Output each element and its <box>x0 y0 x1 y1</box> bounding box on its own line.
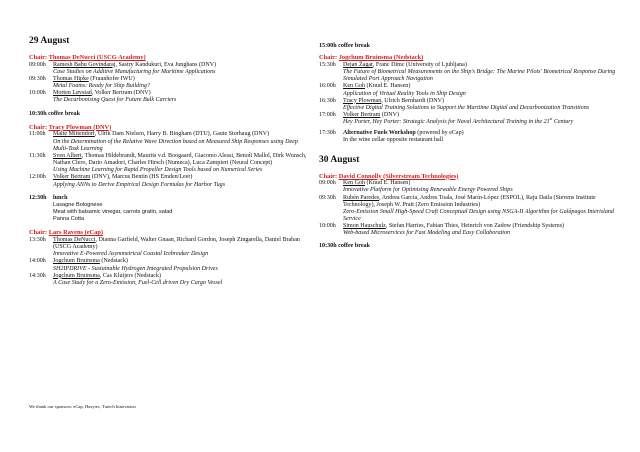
talk <box>29 258 312 272</box>
coauthors: , Stefan Harries, Fabian Thies, Heinrich von Zadow (Friendship Systems) <box>385 223 565 230</box>
coauthors: , Ulrik Dam Nielsen, Harry B. Bingham (DTU), Gaute Storhaug (DNV) <box>94 131 270 138</box>
presenter: Volker Bertram <box>53 174 91 181</box>
workshop-time: 17:30h <box>319 130 336 137</box>
talk-time: 11:30h <box>29 152 46 159</box>
talk-time: 13:30h <box>29 236 46 243</box>
talk <box>29 90 312 104</box>
talk-title: Web-based Microservices for Fast Modeling and Easy Collaboration <box>343 230 510 237</box>
presenter: Thomas Hipke <box>53 75 89 82</box>
session-chair: Chair: Tracy Plowman (DNV) <box>29 123 112 131</box>
talk <box>319 195 619 224</box>
session-chair: Chair: Lars Ravens (eCap) <box>29 229 104 237</box>
talk-title: The Future of Biometrical Measurements on the Ship's Bridge: The Marine Pilots' Biometrical Response During Simulated Port Approach Navigation <box>343 69 616 83</box>
sponsor-note: We thank our sponsors: eCap, Hasytec, Tutech Innovation <box>29 404 136 409</box>
menu-item: Panna Cotta <box>53 216 85 223</box>
presenter: Sven Albert <box>53 152 82 159</box>
talk-time: 14:00h <box>29 258 46 265</box>
chair-name: David Connolly (Silverstream Technologies) <box>338 172 459 180</box>
talk-title: A Case Study for a Zero-Emission, Fuel-Cell driven Dry Cargo Vessel <box>53 279 223 286</box>
talk <box>319 62 619 83</box>
presenter: Rubén Paredes <box>343 194 380 201</box>
coauthors: , Andrea Garcia, Andres Toala, José Marín-López (ESPOL), Raju Datla (Stevens Institute Technology), Joseph W. Pratt (Zero Emission Industries) <box>343 194 596 208</box>
talk-title: On the Determination of the Relative Wave Direction based on Measured Ship Responses using Deep Multi-Task Learning <box>53 138 298 152</box>
coffee-break: 15:00h coffee break <box>319 43 370 49</box>
workshop <box>319 130 619 144</box>
talk-title: Case Studies on Additive Manufacturing for Maritime Applications <box>53 68 216 75</box>
talk <box>319 98 619 112</box>
presenter: Ramesh Babu Govindaraj <box>53 61 116 68</box>
chair-name: Tracy Plowman (DNV) <box>48 123 112 131</box>
talk-title: SH2IPDRIVE - Sustainable Hydrogen Integrated Propulsion Drives <box>53 265 218 272</box>
coauthors: (Fraunhofer IWU) <box>88 75 135 82</box>
talk-title: Effective Digital Training Solutions to Support the Maritime Digital and Decarbonization Transitions <box>343 104 590 111</box>
talk <box>319 223 619 237</box>
chair-name: Jogchum Bruinsma (Nedstack) <box>338 54 424 62</box>
talk <box>319 83 619 97</box>
talk-time: 10:00h <box>29 90 46 97</box>
talk <box>29 237 312 258</box>
talk-title: The Decarbonising Quest for Future Bulk Carriers <box>53 97 177 104</box>
talk <box>29 131 312 152</box>
day1-afternoon-and-day2-column <box>319 43 619 251</box>
day-heading: 29 August <box>29 36 70 46</box>
coauthors: (DNV) <box>380 111 399 118</box>
presenter: Tracy Plowman <box>343 97 382 104</box>
chair-name: Thomas DeNucci (USCG Academy) <box>48 54 146 61</box>
talk <box>29 62 312 76</box>
day-heading: 30 August <box>319 154 360 165</box>
talk-time: 15:30h <box>319 61 336 68</box>
talk-title: Innovative Platform for Optimising Renewable Energy Powered Ships <box>343 187 513 194</box>
talk <box>29 76 312 90</box>
talk <box>29 153 312 174</box>
menu-item: Lasagne Bolognese <box>53 201 103 208</box>
coauthors: , Franc Dimc (University of Ljubljana) <box>372 61 467 68</box>
presenter: Ken Goh <box>343 180 365 187</box>
talk <box>29 174 312 188</box>
lunch-block <box>29 195 312 224</box>
lunch-label: lunch <box>53 194 68 201</box>
coauthors: , Dianna Garfield, Walter Gnaan, Richard Gordon, Joseph Zingarella, Daniel Brahan (USCG Academy) <box>53 236 300 251</box>
session-chair: Chair: Thomas DeNucci (USCG Academy) <box>29 54 146 61</box>
talk-title: Innovative E-Powered Asymmetrical Coastal Icebreaker Design <box>53 251 209 258</box>
chair-name: Lars Ravens (eCap) <box>48 229 104 237</box>
workshop-sponsor: (powered by eCap) <box>415 130 464 137</box>
talk-time: 09:00h <box>319 180 336 187</box>
talk-time: 10:00h <box>319 223 336 230</box>
coauthors: (Knud E. Hansen) <box>365 180 411 187</box>
talk-time: 11:00h <box>29 131 46 138</box>
talk-time: 17:00h <box>319 111 336 118</box>
coauthors: (DNV), Marcus Bentin (HS Emden/Leer) <box>90 174 193 181</box>
day1-column <box>29 36 312 287</box>
talk-title: Application of Virtual Reality Tools in Ship Design <box>343 90 466 97</box>
talk-title: Zero-Emission Small High-Speed Craft Conceptual Design using NSGA-II Algorithm for Galápagos Interisland Service <box>343 208 614 222</box>
presenter: Thomas DeNucci <box>53 236 96 243</box>
talk <box>319 112 619 126</box>
talk-time: 16:00h <box>319 83 336 90</box>
talk-time: 09:30h <box>319 194 336 201</box>
talk-title: Applying ANNs to Derive Empirical Design Formulas for Harbor Tugs <box>53 181 226 188</box>
talk-title: Metal Foams: Ready for Ship Building? <box>53 83 150 90</box>
menu-item: Meat with balsamic vinegar, carrots gratin, salad <box>53 208 173 215</box>
presenter: Malte Mittendorf <box>53 131 95 138</box>
talk-time: 09:00h <box>29 61 46 68</box>
workshop-location: In the wine cellar opposite restaurant hall <box>343 137 444 144</box>
presenter: Morten Løvstad <box>53 90 92 97</box>
coffee-break: 10:30h coffee break <box>319 243 370 250</box>
coauthors: , Thomas Hildebrandt, Maurits v.d. Boogaard, Giacomo Alessi, Benoît Mallol, Dirk Wunsch, Nathan Clero, Dario Amadori, Charles Hirsch (Numeca), Luca Zampieri (Neural Concept) <box>53 152 307 167</box>
lunch-time: 12:30h <box>29 194 47 201</box>
coauthors: (Knud E. Hansen) <box>365 83 411 90</box>
coauthors: , Cas Kluijers (Nedstack) <box>99 272 161 279</box>
talk-time: 14:30h <box>29 272 46 279</box>
workshop-title: Alternative Fuels Workshop <box>343 130 416 137</box>
talk-time: 16:30h <box>319 97 336 104</box>
coffee-break: 10:30h coffee break <box>29 110 80 117</box>
presenter: Jogchum Bruinsma <box>53 258 100 265</box>
coauthors: , Volker Bertram (DNV) <box>91 90 151 97</box>
presenter: Dejan Žagar <box>343 61 373 68</box>
presenter: Ken Goh <box>343 83 365 90</box>
coauthors: , Ulrich Bernhardt (DNV) <box>381 97 445 104</box>
talk-time: 09:30h <box>29 75 46 82</box>
talk <box>319 180 619 194</box>
session-chair: Chair: David Connolly (Silverstream Technologies) <box>319 172 459 180</box>
talk-title: Using Machine Learning for Rapid Propeller Design Tools based on Numerical Series <box>53 167 263 174</box>
presenter: Volker Bertram <box>343 111 381 118</box>
talk <box>29 273 312 287</box>
presenter: Simon Hauschulz <box>343 223 386 230</box>
talk-title: Hey Porter, Hey Porter: Strategic Analysis for Naval Architectural Training in the 21st Century <box>343 116 574 126</box>
coauthors: (Nedstack) <box>99 258 128 265</box>
coauthors: , Sastry Kandukuri, Eva Junghans (DNV) <box>115 61 217 68</box>
session-chair: Chair: Jogchum Bruinsma (Nedstack) <box>319 54 424 62</box>
presenter: Jogchum Bruinsma <box>53 272 100 279</box>
talk-time: 12:00h <box>29 174 46 181</box>
